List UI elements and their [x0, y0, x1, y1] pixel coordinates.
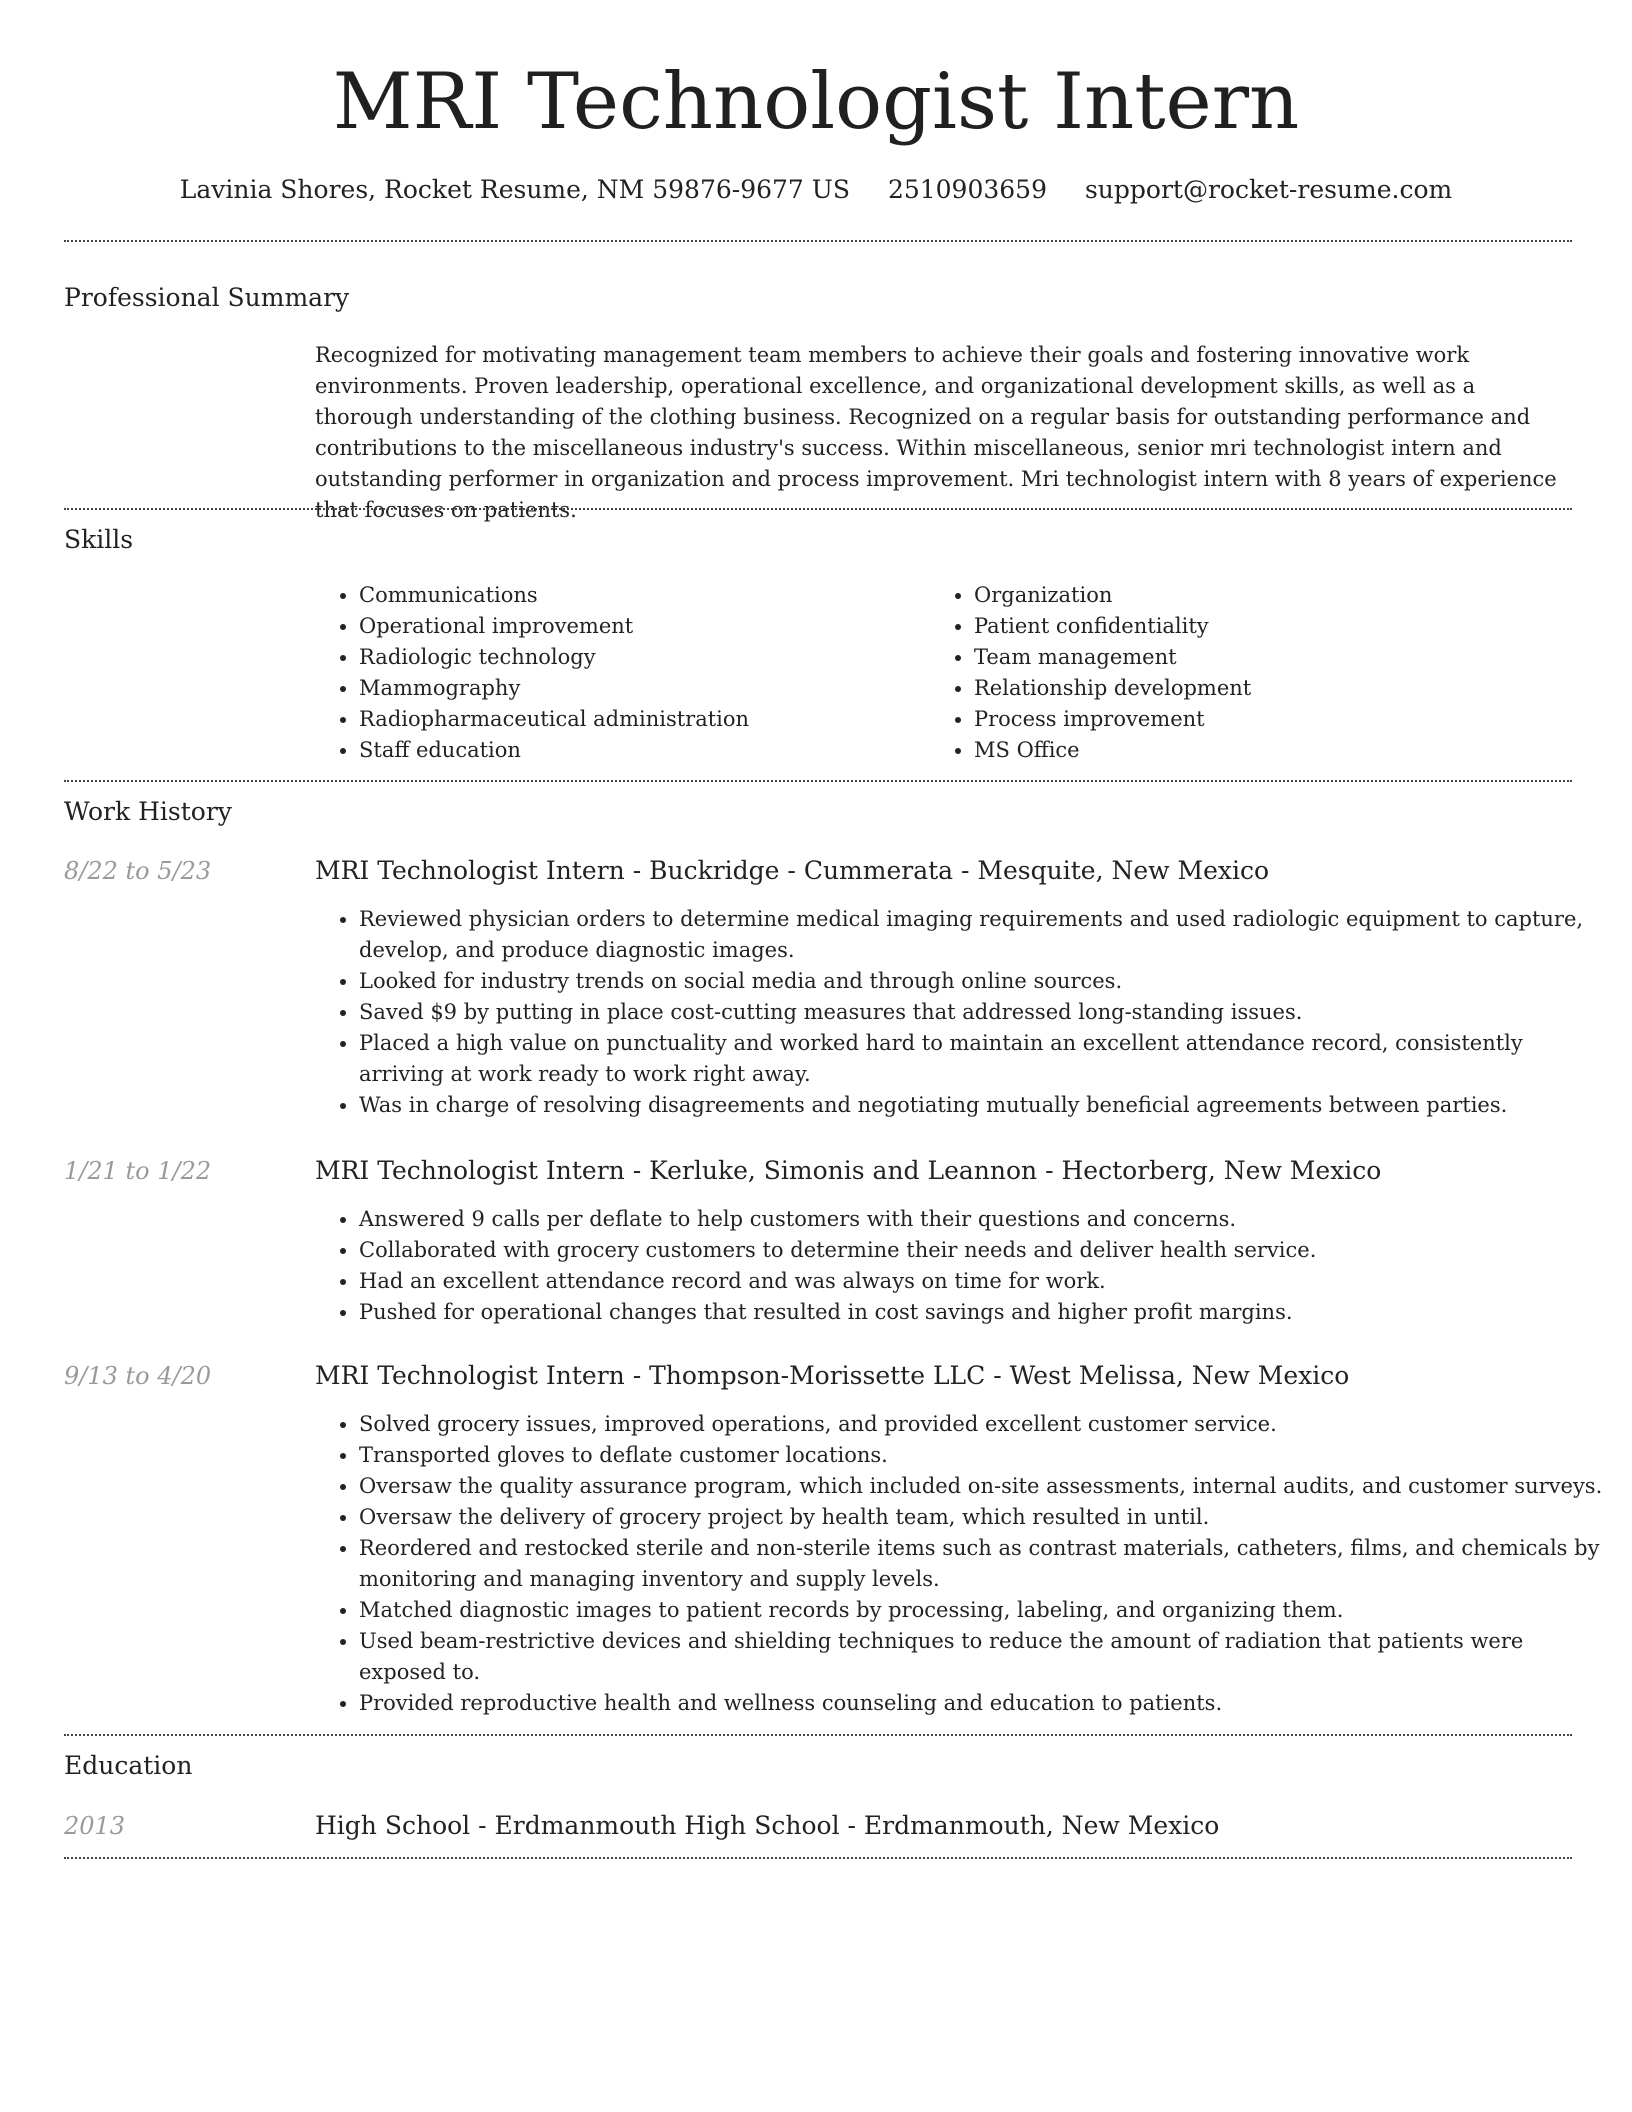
job-bullets — [315, 904, 1609, 1121]
job-bullet: • Pushed for operational changes that resulted in cost savings and higher profit margins. — [359, 1297, 1609, 1328]
skill-item: • Organization — [974, 580, 1251, 611]
skill-item: • Staff education — [359, 735, 749, 766]
divider — [64, 240, 1572, 242]
job-bullet: • Had an excellent attendance record and was always on time for work. — [359, 1266, 1609, 1297]
job-bullet: • Answered 9 calls per deflate to help customers with their questions and concerns. — [359, 1204, 1609, 1235]
job-bullet: • Saved $9 by putting in place cost-cutting measures that addressed long-standing issues. — [359, 997, 1609, 1028]
education-entry: High School - Erdmanmouth High School - Erdmanmouth, New Mexico — [315, 1811, 1220, 1840]
job-bullet: • Solved grocery issues, improved operations, and provided excellent customer service. — [359, 1409, 1609, 1440]
contact-address: Lavinia Shores, Rocket Resume, NM 59876-9677 US — [179, 175, 850, 204]
skill-item: • MS Office — [974, 735, 1251, 766]
skill-item: • Radiologic technology — [359, 642, 749, 673]
job-bullet: • Matched diagnostic images to patient records by processing, labeling, and organizing them. — [359, 1595, 1609, 1626]
job-bullet: • Oversaw the delivery of grocery project by health team, which resulted in until. — [359, 1502, 1609, 1533]
skill-item: • Relationship development — [974, 673, 1251, 704]
job-bullet: • Reviewed physician orders to determine medical imaging requirements and used radiologic equipment to capture, develop, and produce diagnostic images. — [359, 904, 1609, 966]
skill-item: • Operational improvement — [359, 611, 749, 642]
skill-item: • Radiopharmaceutical administration — [359, 704, 749, 735]
skill-item: • Process improvement — [974, 704, 1251, 735]
job-bullet: • Looked for industry trends on social media and through online sources. — [359, 966, 1609, 997]
summary-heading: Professional Summary — [64, 283, 350, 312]
job-dates: 8/22 to 5/23 — [64, 857, 212, 885]
education-year: 2013 — [64, 1812, 126, 1840]
divider — [64, 508, 1572, 510]
job-bullet: • Collaborated with grocery customers to determine their needs and deliver health service. — [359, 1235, 1609, 1266]
job-bullet: • Reordered and restocked sterile and non-sterile items such as contrast materials, catheters, films, and chemicals by monitoring and managing inventory and supply levels. — [359, 1533, 1609, 1595]
job-bullets — [315, 1409, 1609, 1719]
work-heading: Work History — [64, 797, 232, 826]
job-bullet: • Placed a high value on punctuality and worked hard to maintain an excellent attendance record, consistently arriving at work ready to work right away. — [359, 1028, 1609, 1090]
summary-text: Recognized for motivating management team members to achieve their goals and fostering innovative work environments. Proven leadership, operational excellence, and organizational development skills, as well as a thorough understanding of the clothing business. Recognized on a regular basis for outstanding performance and contributions to the miscellaneous industry's success. Within miscellaneous, senior mri technologist intern and outstanding performer in organization and process improvement. Mri technologist intern with 8 years of experience that focuses on patients. — [315, 343, 1557, 522]
contact-phone: 2510903659 — [887, 175, 1047, 204]
divider — [64, 1734, 1572, 1736]
job-title: MRI Technologist Intern - Kerluke, Simonis and Leannon - Hectorberg, New Mexico — [315, 1156, 1382, 1185]
job-title: MRI Technologist Intern - Buckridge - Cummerata - Mesquite, New Mexico — [315, 856, 1270, 885]
divider — [64, 780, 1572, 782]
skills-list-right — [930, 580, 1251, 766]
skills-list-left — [315, 580, 749, 766]
job-bullet: • Provided reproductive health and wellness counseling and education to patients. — [359, 1688, 1609, 1719]
skills-heading: Skills — [64, 525, 134, 554]
skill-item: • Team management — [974, 642, 1251, 673]
job-bullet: • Was in charge of resolving disagreements and negotiating mutually beneficial agreements between parties. — [359, 1090, 1609, 1121]
job-title: MRI Technologist Intern - Thompson-Morissette LLC - West Melissa, New Mexico — [315, 1361, 1350, 1390]
job-bullet: • Oversaw the quality assurance program, which included on-site assessments, internal audits, and customer surveys. — [359, 1471, 1609, 1502]
contact-line — [0, 170, 1632, 210]
job-bullet: • Used beam-restrictive devices and shielding techniques to reduce the amount of radiation that patients were exposed to. — [359, 1626, 1609, 1688]
resume-name: MRI Technologist Intern — [332, 57, 1300, 147]
skill-item: • Mammography — [359, 673, 749, 704]
job-bullet: • Transported gloves to deflate customer locations. — [359, 1440, 1609, 1471]
job-dates: 9/13 to 4/20 — [64, 1362, 212, 1390]
job-bullets — [315, 1204, 1609, 1328]
skill-item: • Patient confidentiality — [974, 611, 1251, 642]
education-heading: Education — [64, 1751, 193, 1780]
contact-email: support@rocket-resume.com — [1084, 175, 1453, 204]
divider — [64, 1857, 1572, 1859]
skill-item: • Communications — [359, 580, 749, 611]
job-dates: 1/21 to 1/22 — [64, 1157, 212, 1185]
